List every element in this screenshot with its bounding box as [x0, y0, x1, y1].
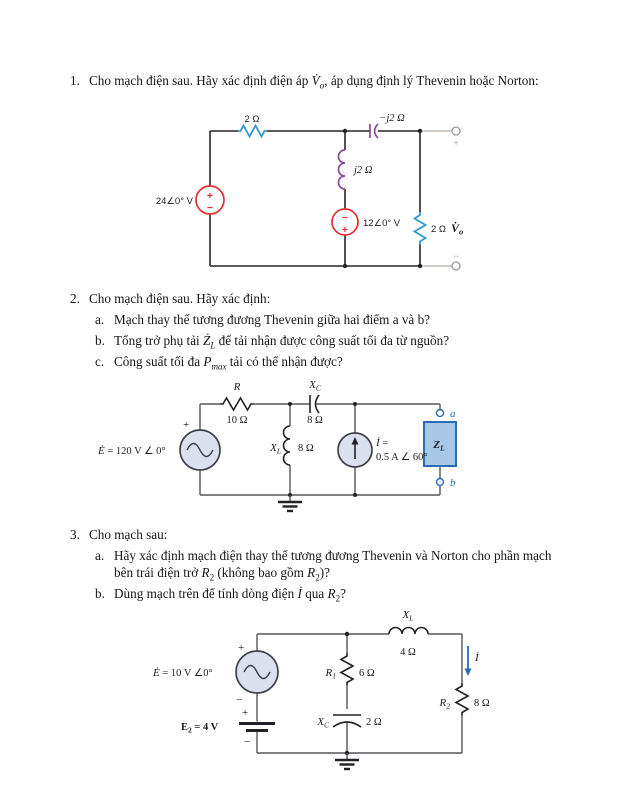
terminal-a — [437, 410, 444, 417]
e-sym: Ė — [98, 445, 105, 457]
source-plus: + — [206, 190, 214, 202]
battery-minus: − — [244, 736, 251, 748]
label-r1-val: 6 Ω — [359, 668, 375, 679]
item-2c-before: Công suất tối đa — [114, 354, 204, 370]
item-2c-math-pmax-sub: max — [211, 361, 227, 372]
current-source-0p5a — [338, 433, 372, 467]
label-i-val: 0.5 A ∠ 60° — [376, 452, 428, 463]
item-3a-math-r2-sub: 2 — [209, 572, 215, 583]
xl-sub: L — [276, 446, 281, 456]
junction-dot — [343, 264, 347, 268]
ground-symbol — [335, 753, 359, 769]
item-3b-before: Dùng mạch trên để tính dòng điện — [114, 586, 298, 602]
problem-2-intro: Cho mạch điện sau. Hãy xác định: — [89, 291, 271, 306]
label-xc — [316, 716, 330, 730]
label-cap: −j2 Ω — [379, 113, 405, 124]
item-3a-math-r2b: R — [307, 565, 316, 580]
problem-2b — [95, 332, 550, 350]
resistor-r-10ohm — [220, 398, 254, 410]
i-eq: = — [379, 438, 389, 449]
output-terminal-top — [452, 127, 460, 135]
ground-symbol — [278, 495, 302, 511]
vo-base: V̇ — [451, 221, 460, 235]
label-i-source — [375, 437, 388, 449]
label-r-top: 2 Ω — [244, 114, 260, 125]
item-3a-after: )? — [319, 565, 330, 580]
p1-math-vo: V̇ — [311, 73, 320, 88]
p1-text-before: Cho mạch điện sau. Hãy xác định điện áp — [89, 73, 312, 88]
junction-dot — [418, 264, 422, 268]
circuit1-wires — [210, 131, 452, 266]
vo-sub: o — [459, 226, 464, 237]
label-xl — [402, 609, 414, 623]
label-e-source — [152, 667, 213, 679]
voltage-source-24 — [196, 186, 224, 214]
problem-1-text — [89, 72, 550, 90]
resistor-2ohm-right — [415, 212, 426, 245]
problem-2-number: 2. — [70, 291, 80, 306]
item-3b-math-i: İ — [297, 586, 302, 602]
voltage-source-12 — [332, 209, 358, 236]
label-terminal-b: b — [450, 477, 456, 489]
item-3a-before: Hãy xác định mạch điện thay thế tương đương Thevenin và Norton cho phần mạch bên trái điện trở — [114, 547, 552, 580]
r1-sub: 1 — [332, 671, 336, 681]
output-terminal-bottom — [452, 262, 460, 270]
circuit-3-diagram — [145, 598, 525, 798]
circuit3-wires — [257, 634, 462, 753]
resistor-r1-6ohm — [341, 653, 353, 686]
source-minus: − — [236, 694, 243, 706]
item-3a-math-r2b-sub: 2 — [315, 572, 320, 583]
resistor-2ohm-top — [238, 126, 267, 137]
label-source-24: 24∠0° V — [155, 196, 193, 207]
problem-2 — [70, 290, 550, 374]
item-2b-text — [114, 332, 550, 350]
item-2b-number: b. — [95, 332, 105, 348]
load-zl-box — [424, 422, 456, 466]
label-xl-val: 8 Ω — [298, 443, 314, 454]
inductor-xl-4ohm — [389, 628, 428, 635]
junction-dot — [353, 402, 357, 406]
junction-dot — [418, 129, 422, 133]
e-val: = 10 V ∠0° — [159, 668, 213, 679]
label-vo — [451, 221, 463, 237]
zl-base: Z — [433, 439, 441, 451]
terminal-b — [437, 479, 444, 486]
label-r-right: 2 Ω — [431, 224, 447, 235]
source-plus: + — [341, 224, 349, 236]
label-xc-val: 2 Ω — [366, 717, 382, 728]
problem-3-intro: Cho mạch sau: — [89, 527, 168, 542]
item-3a-mid: (không bao gồm — [214, 565, 308, 580]
source-minus: − — [206, 202, 214, 214]
source-minus: − — [341, 212, 349, 224]
item-3b-mid: qua — [301, 586, 328, 602]
item-3a-math-r2: R — [201, 565, 210, 580]
label-r2 — [439, 697, 451, 711]
e2-base: E — [181, 722, 189, 733]
r1-base: R — [325, 667, 333, 679]
xl-base: X — [402, 609, 410, 621]
current-arrow-i — [465, 646, 472, 676]
xc-sub: C — [323, 720, 329, 730]
junction-dot — [288, 402, 292, 406]
item-2c-after: tải có thể nhận được? — [226, 354, 343, 370]
problem-2c — [95, 353, 550, 371]
label-r-val: 10 Ω — [226, 415, 248, 426]
capacitor-plate-curved — [375, 124, 379, 138]
xc-base: X — [309, 379, 316, 391]
problem-1-number: 1. — [70, 73, 80, 88]
item-2b-math-zl: Ż — [203, 332, 211, 348]
item-3b-math-r2-sub: 2 — [335, 593, 341, 604]
xl-sub: L — [409, 613, 414, 623]
item-3b-math-r2: R — [327, 586, 336, 602]
inductor-xl-8ohm — [284, 426, 291, 465]
r2-sub: 2 — [446, 701, 450, 711]
item-3a-number: a. — [95, 547, 105, 563]
output-minus: − — [453, 251, 459, 261]
label-xl-val: 4 Ω — [400, 647, 416, 658]
r2-base: R — [439, 697, 447, 709]
problem-3a — [95, 547, 552, 582]
label-r: R — [233, 381, 241, 393]
output-plus: + — [453, 138, 459, 148]
item-3b-after: ? — [340, 586, 346, 602]
item-3b-number: b. — [95, 586, 105, 602]
label-terminal-a: a — [450, 408, 456, 420]
p1-math-vo-sub: o — [319, 80, 325, 91]
item-2b-math-zl-sub: L — [210, 340, 216, 351]
junction-dot — [353, 493, 357, 497]
xc-sub: C — [315, 383, 321, 393]
item-2a-text: Mạch thay thế tương đương Thevenin giữa hai điểm a và b? — [114, 311, 431, 327]
xc-base: X — [317, 716, 324, 728]
label-ind: j2 Ω — [354, 165, 373, 176]
item-2b-after: để tải nhận được công suất tối đa từ nguồn? — [215, 332, 450, 348]
label-i-current: İ — [475, 652, 479, 664]
e2-sub: 2 — [188, 725, 192, 735]
item-2b-before: Tổng trở phụ tải — [114, 332, 204, 348]
i-sym: İ — [376, 437, 380, 449]
item-2a-number: a. — [95, 311, 105, 327]
junction-dot — [345, 632, 349, 636]
item-2c-math-pmax: P — [203, 354, 212, 370]
problem-3 — [70, 526, 552, 607]
xl-base: X — [270, 442, 277, 454]
label-r1 — [325, 667, 336, 681]
zl-sub: L — [440, 443, 445, 453]
problem-3-number: 3. — [70, 527, 80, 542]
item-3a-text — [114, 547, 552, 582]
arrow-head — [465, 669, 472, 677]
label-xc-val: 8 Ω — [307, 415, 323, 426]
label-xl — [269, 442, 281, 456]
item-2c-text — [114, 353, 550, 371]
circuit-2-diagram — [90, 378, 490, 530]
capacitor-minus-j2 — [370, 124, 378, 138]
inductor-j2 — [339, 150, 346, 189]
label-e2-battery — [181, 722, 219, 735]
label-source-12: 12∠0° V — [363, 218, 401, 229]
e2-val: = 4 V — [191, 722, 219, 733]
e-sym: Ė — [153, 667, 160, 679]
problem-2a — [95, 311, 550, 329]
label-e-source — [97, 445, 166, 457]
junction-dot — [343, 129, 347, 133]
e-val: = 120 V ∠ 0° — [104, 446, 166, 457]
source-plus: + — [183, 419, 190, 431]
item-2c-number: c. — [95, 354, 105, 370]
source-plus: + — [238, 642, 245, 654]
problem-1 — [70, 72, 550, 90]
p1-text-after: , áp dụng định lý Thevenin hoặc Norton: — [324, 73, 539, 88]
label-r2-val: 8 Ω — [474, 698, 490, 709]
battery-plus: + — [242, 707, 249, 719]
label-xc — [308, 379, 322, 393]
resistor-r2-8ohm — [456, 683, 468, 716]
circuit-1-diagram — [155, 112, 480, 287]
